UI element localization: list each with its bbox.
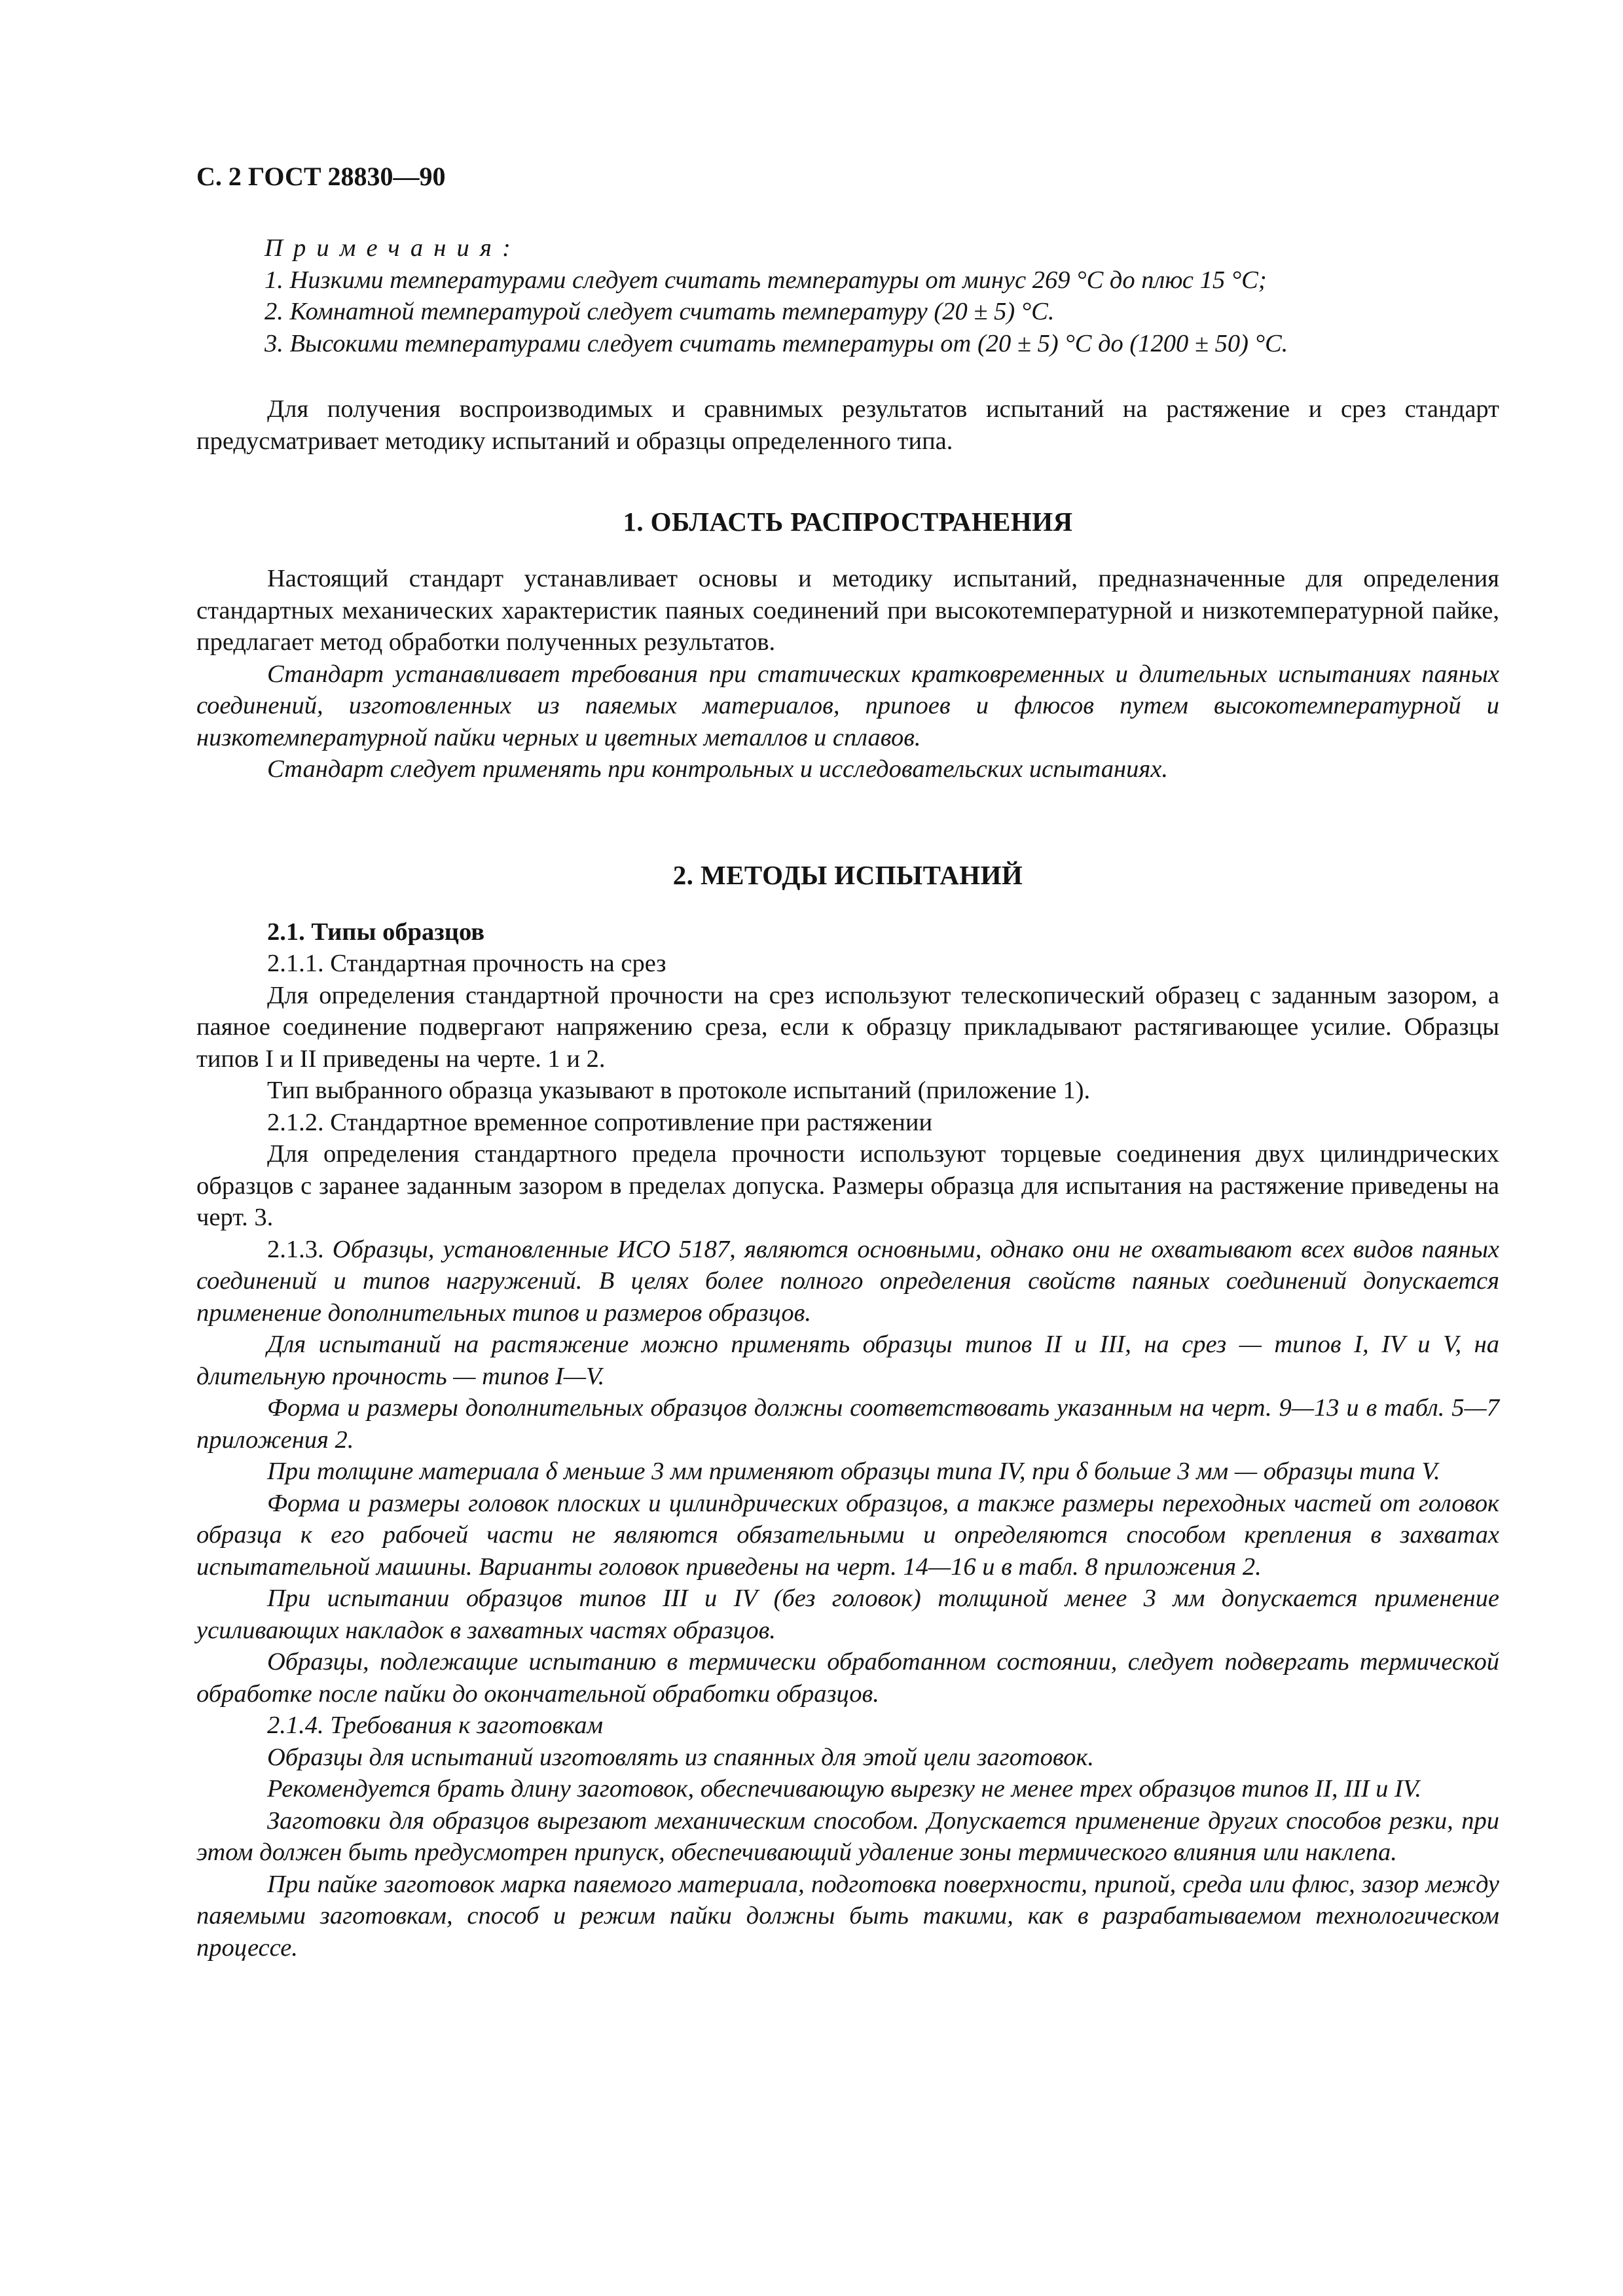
paragraph: Стандарт следует применять при контрольных и исследовательских испытаниях.	[267, 755, 1168, 783]
paragraph-2-1-3	[196, 1234, 1499, 1329]
paragraph: Форма и размеры головок плоских и цилиндрических образцов, а также размеры переходных частей от головок образца к его рабочей части не являются обязательными и определяются способом крепления в захватах испытательной машины. Варианты головок приведены на черт. 14—16 и в табл. 8 приложения 2.	[196, 1489, 1499, 1581]
paragraph: Тип выбранного образца указывают в протоколе испытаний (приложение 1).	[267, 1077, 1091, 1104]
clause-number: 2.1.3.	[267, 1235, 324, 1263]
paragraph: Форма и размеры дополнительных образцов должны соответствовать указанным на черт. 9—13 и в табл. 5—7 приложения 2.	[196, 1394, 1499, 1454]
paragraph: При испытании образцов типов III и IV (без головок) толщиной менее 3 мм допускается применение усиливающих накладок в захватных частях образцов.	[196, 1585, 1499, 1644]
note-item: 2. Комнатной температурой следует считать температуру (20 ± 5) °С.	[264, 298, 1055, 325]
paragraph: Для определения стандартного предела прочности используют торцевые соединения двух цилиндрических образцов с заранее заданным зазором в пределах допуска. Размеры образца для испытания на растяжение приведены на черт. 3.	[196, 1140, 1499, 1231]
document-page	[196, 160, 1499, 1964]
paragraph: Для испытаний на растяжение можно применять образцы типов II и III, на срез — типов I, IV и V, на длительную прочность — типов I—V.	[196, 1331, 1499, 1390]
notes-title: Примечания:	[264, 234, 522, 262]
note-item: 3. Высокими температурами следует считать температуры от (20 ± 5) °С до (1200 ± 50) °С.	[264, 329, 1288, 357]
paragraph: Стандарт устанавливает требования при статических кратковременных и длительных испытаниях паяных соединений, изготовленных из паяемых материалов, припоев и флюсов путем высокотемпературной и низкотемпературной пайки черных и цветных металлов и сплавов.	[196, 660, 1499, 751]
subsection-2-1-4-title: 2.1.4. Требования к заготовкам	[267, 1712, 604, 1739]
subsection-2-1-2-title: 2.1.2. Стандартное временное сопротивление при растяжении	[267, 1108, 933, 1136]
paragraph: Образцы для испытаний изготовлять из спаянных для этой цели заготовок.	[267, 1743, 1094, 1771]
section-2-title: 2. МЕТОДЫ ИСПЫТАНИЙ	[672, 859, 1023, 890]
note-item: 1. Низкими температурами следует считать температуры от минус 269 °С до плюс 15 °С;	[264, 266, 1267, 294]
paragraph: Образцы, подлежащие испытанию в термически обработанном состоянии, следует подвергать термической обработке после пайки до окончательной обработки образцов.	[196, 1648, 1499, 1708]
intro-paragraph: Для получения воспроизводимых и сравнимых результатов испытаний на растяжение и срез стандарт предусматривает методику испытаний и образцы определенного типа.	[196, 395, 1499, 455]
paragraph: При пайке заготовок марка паяемого материала, подготовка поверхности, припой, среда или флюс, зазор между паяемыми заготовкам, способ и режим пайки должны быть такими, как в разрабатываемом технологическом процессе.	[196, 1870, 1499, 1962]
paragraph: Заготовки для образцов вырезают механическим способом. Допускается применение других способов резки, при этом должен быть предусмотрен припуск, обеспечивающий удаление зоны термического влияния или наклепа.	[196, 1806, 1499, 1866]
subsection-2-1-title: 2.1. Типы образцов	[267, 918, 485, 946]
clause-text: Образцы, установленные ИСО 5187, являются основными, однако они не охватывают всех видов паяных соединений и типов нагружений. В целях более полного определения свойств паяных соединений допускается применение дополнительных типов и размеров образцов.	[196, 1235, 1500, 1327]
page-header: С. 2 ГОСТ 28830—90	[196, 162, 446, 191]
paragraph: При толщине материала δ меньше 3 мм применяют образцы типа IV, при δ больше 3 мм — образцы типа V.	[267, 1458, 1440, 1485]
paragraph: Рекомендуется брать длину заготовок, обеспечивающую вырезку не менее трех образцов типов II, III и IV.	[267, 1775, 1422, 1803]
notes-block	[264, 232, 1499, 359]
paragraph: Настоящий стандарт устанавливает основы и методику испытаний, предназначенные для определения стандартных механических характеристик паяных соединений при высокотемпературной и низкотемпературной пайке, предлагает метод обработки полученных результатов.	[196, 565, 1499, 656]
paragraph: Для определения стандартной прочности на срез используют телескопический образец с заданным зазором, а паяное соединение подвергают напряжению среза, если к образцу прикладывают растягивающее усилие. Образцы типов I и II приведены на черте. 1 и 2.	[196, 981, 1499, 1073]
subsection-2-1-1-title: 2.1.1. Стандартная прочность на срез	[267, 950, 666, 977]
section-1-title: 1. ОБЛАСТЬ РАСПРОСТРАНЕНИЯ	[623, 507, 1073, 537]
